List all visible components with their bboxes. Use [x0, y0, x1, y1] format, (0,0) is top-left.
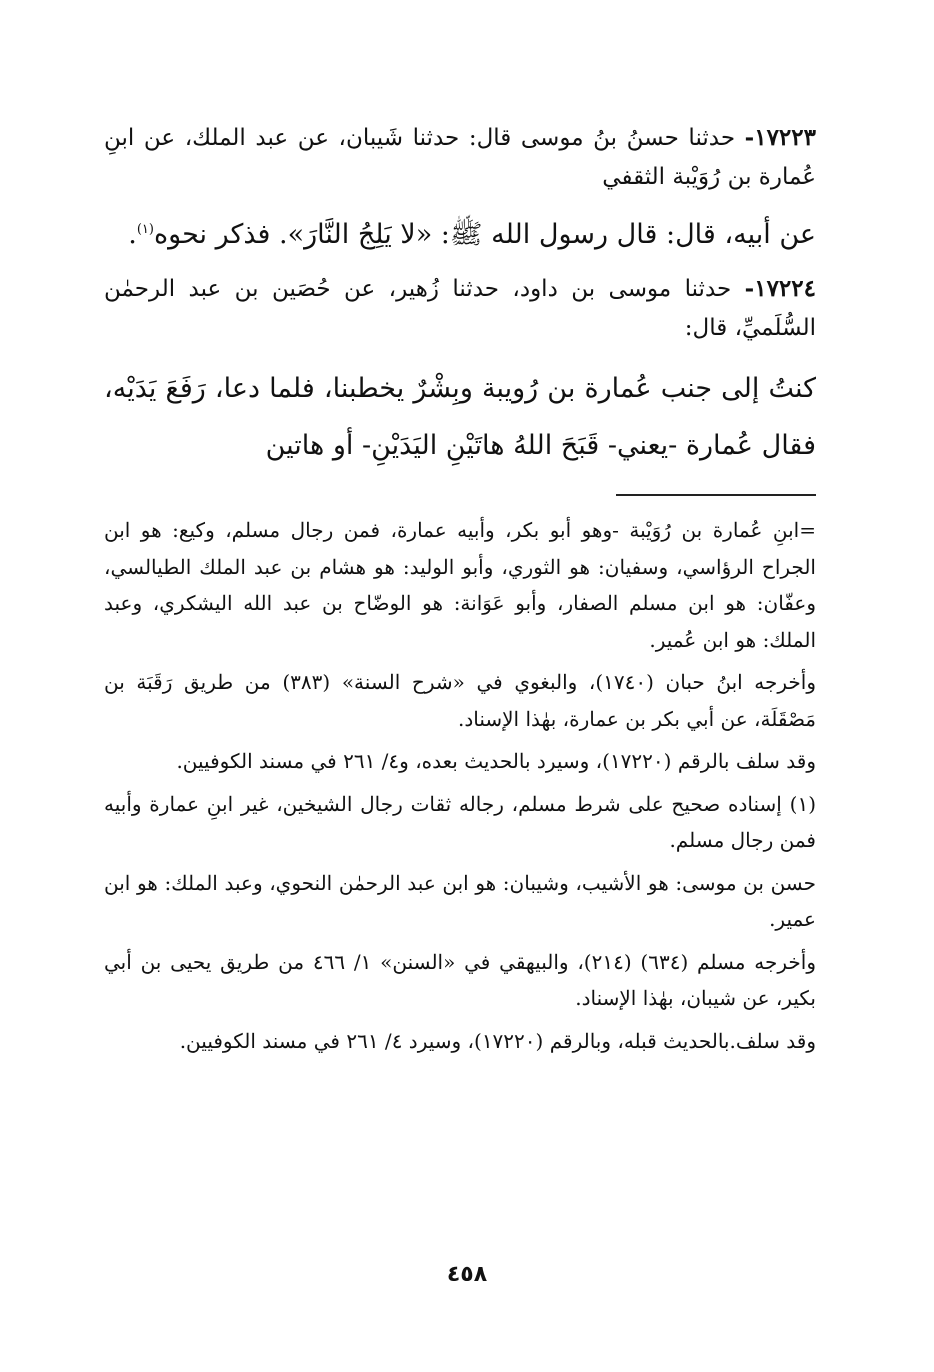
footnote-reference: (١): [136, 222, 154, 237]
footnote-1-paragraph: وقد سلف.بالحديث قبله، وبالرقم (١٧٢٢٠)، وسيرد ٤/ ٢٦١ في مسند الكوفيين.: [179, 1028, 816, 1053]
hadith-17223-isnad: [104, 118, 816, 197]
hadith-17223-matn: [104, 209, 816, 261]
footnote-continuation: وأخرجه ابنُ حبان (١٧٤٠)، والبغوي في «شرح السنة» (٣٨٣) من طريق رَقَبَة بن مَصْقَلَة، عن أبي بكر بن عمارة، بهٰذا الإسناد.: [104, 670, 817, 731]
footnote-1-paragraph: حسن بن موسى: هو الأشيب، وشيبان: هو ابن عبد الرحمٰن النحوي، وعبد الملك: هو ابن عمير.: [104, 870, 816, 931]
hadith-isnad-text: حدثنا موسى بن داود، حدثنا زُهير، عن حُصَين بن عبد الرحمٰن السُّلَميِّ، قال:: [104, 276, 816, 341]
hadith-isnad-text: حدثنا حسنُ بنُ موسى قال: حدثنا شَيبان، عن عبد الملك، عن ابنِ عُمارة بن رُوَيْبة الثقفي: [104, 125, 816, 190]
footnote-1-paragraph: وأخرجه مسلم (٦٣٤) (٢١٤)، والبيهقي في «السنن» ١/ ٤٦٦ من طريق يحيى بن أبي بكير، عن شيبان، بهٰذا الإسناد.: [104, 949, 816, 1010]
hadith-matn-end: .: [128, 219, 137, 250]
footnote-continuation: وقد سلف بالرقم (١٧٢٢٠)، وسيرد بالحديث بعده، و٤/ ٢٦١ في مسند الكوفيين.: [176, 749, 816, 773]
footnote-continuation: =ابنِ عُمارة بن رُوَيْبة -وهو أبو بكر، وأبيه عمارة، فمن رجال مسلم، وكيع: هو ابن الجراح الرؤاسي، وسفيان: هو الثوري، وأبو الوليد: هو هشام بن عبد الملك الطيالسي، وعفّان: هو ابن مسلم الصفار، وأبو عَوَانة: هو الوضّاح بن عبد الله اليشكري، وعبد الملك: هو ابن عُمير.: [104, 518, 816, 652]
hadith-matn-text: عن أبيه، قال: قال رسول الله ﷺ: «لا يَلِجُ النَّارَ». فذكر نحوه: [153, 219, 816, 250]
footnote-1: (١) إسناده صحيح على شرط مسلم، رجاله ثقات رجال الشيخين، غير ابنِ عمارة وأبيه فمن رجال مسلم.: [104, 791, 816, 852]
hadith-matn-text: كنتُ إلى جنب عُمارة بن رُويبة وبِشْرٌ يخطبنا، فلما دعا، رَفَعَ يَدَيْه، فقال عُمارة -يعني- قَبَحَ اللهُ هاتَيْنِ اليَدَيْنِ- أو هاتين: [104, 373, 816, 461]
page-number: ٤٥٨: [446, 1262, 488, 1287]
footnote-separator: [616, 494, 816, 496]
hadith-number: ١٧٢٢٤-: [744, 275, 816, 302]
hadith-17224-matn: [104, 360, 816, 474]
page-body: [104, 118, 816, 1065]
hadith-number: ١٧٢٢٣-: [744, 124, 816, 151]
hadith-17224-isnad: [104, 269, 816, 348]
